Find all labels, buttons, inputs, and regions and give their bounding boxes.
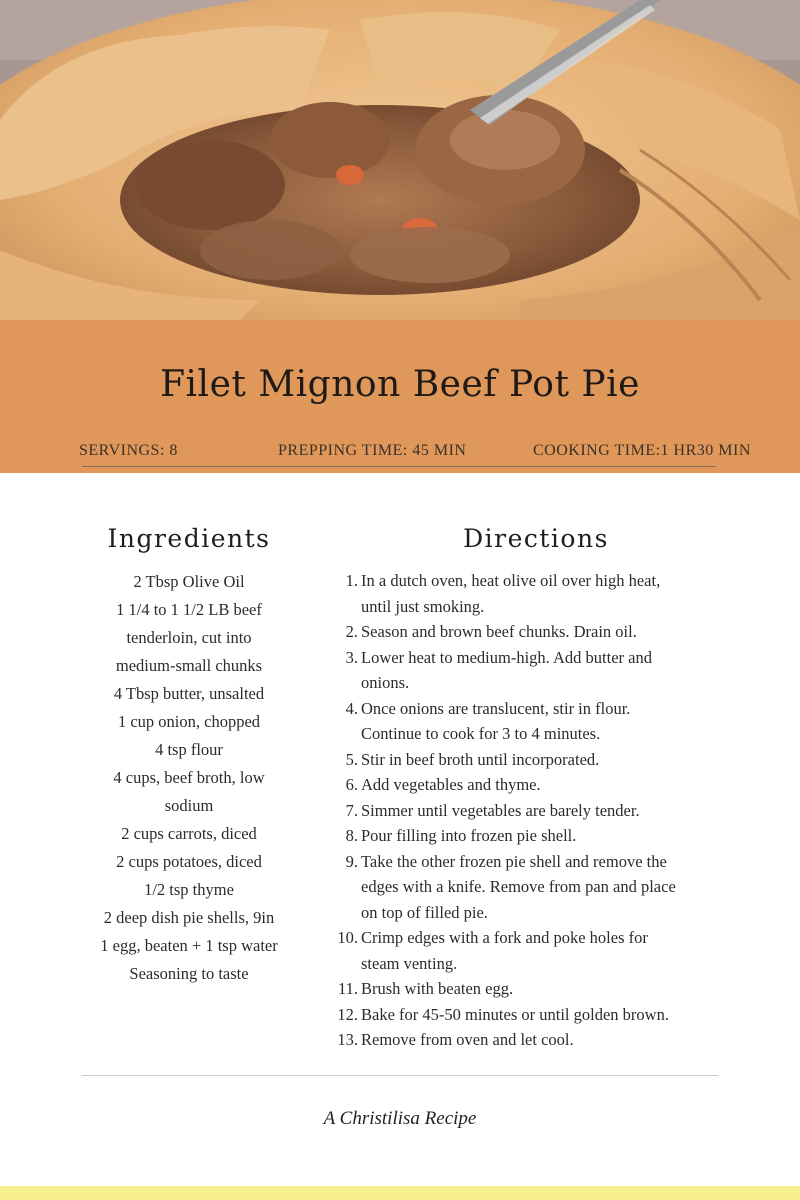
ingredient-line: tenderloin, cut into	[126, 628, 252, 647]
direction-step	[330, 772, 722, 798]
prep-time: PREPPING TIME: 45 MIN	[278, 442, 467, 459]
step-text: until just smoking.	[361, 596, 485, 616]
step-text: Add vegetables and thyme.	[361, 775, 541, 794]
direction-step	[330, 619, 722, 645]
step-text: Lower heat to medium-high. Add butter and	[361, 647, 652, 667]
step-number: 9.	[345, 851, 358, 871]
step-number: 3.	[345, 647, 358, 667]
direction-step	[330, 849, 722, 926]
step-text: Take the other frozen pie shell and remove the	[361, 851, 667, 871]
direction-step	[330, 696, 722, 747]
step-text: edges with a knife. Remove from pan and place	[361, 877, 676, 896]
step-number: 5.	[345, 749, 358, 769]
direction-step	[330, 568, 722, 619]
step-text: onions.	[361, 673, 410, 692]
ingredient-line: 1 1/4 to 1 1/2 LB beef	[116, 600, 262, 619]
ingredient-line: 2 deep dish pie shells, 9in	[103, 908, 275, 927]
ingredients-list	[80, 568, 298, 988]
step-text: steam venting.	[361, 953, 458, 973]
directions-list	[330, 568, 722, 1053]
step-number: 12.	[337, 1004, 358, 1024]
ingredients-heading: Ingredients	[107, 524, 271, 553]
ingredient-line: 4 tsp flour	[155, 740, 223, 759]
direction-step	[330, 823, 722, 849]
step-number: 2.	[345, 622, 358, 641]
step-number: 11.	[337, 979, 358, 998]
ingredient-line: medium-small chunks	[115, 656, 263, 675]
step-number: 6.	[345, 775, 358, 794]
direction-step	[330, 1002, 722, 1028]
pot-pie-image	[0, 0, 800, 320]
directions-heading: Directions	[463, 524, 609, 553]
direction-step	[330, 1027, 722, 1053]
step-number: 7.	[345, 800, 358, 820]
ingredient-line: 1 egg, beaten + 1 tsp water	[100, 936, 278, 955]
step-text: Remove from oven and let cool.	[361, 1030, 574, 1049]
step-text: Crimp edges with a fork and poke holes for	[361, 928, 648, 947]
step-text: Pour filling into frozen pie shell.	[361, 826, 577, 845]
direction-step	[330, 976, 722, 1002]
hero-photo	[0, 0, 800, 320]
ingredient-line: 2 cups carrots, diced	[121, 824, 257, 843]
step-number: 10.	[337, 928, 358, 947]
servings: SERVINGS: 8	[79, 442, 178, 459]
step-text: Brush with beaten egg.	[361, 979, 514, 998]
step-text: Continue to cook for 3 to 4 minutes.	[361, 724, 601, 743]
step-text: Season and brown beef chunks. Drain oil.	[361, 622, 637, 641]
ingredient-line: 4 cups, beef broth, low	[113, 768, 265, 787]
ingredient-line: Seasoning to taste	[129, 964, 249, 983]
step-number: 1.	[345, 571, 358, 590]
direction-step	[330, 925, 722, 976]
footer-divider	[82, 1075, 718, 1076]
ingredient-line: 1/2 tsp thyme	[144, 880, 234, 899]
step-number: 4.	[345, 698, 358, 718]
ingredient-line: 4 Tbsp butter, unsalted	[113, 684, 265, 703]
step-text: In a dutch oven, heat olive oil over high heat,	[361, 571, 661, 590]
ingredient-line: 1 cup onion, chopped	[117, 712, 261, 731]
step-text: Once onions are translucent, stir in flour.	[361, 698, 631, 718]
recipe-credit: A Christilisa Recipe	[323, 1108, 477, 1129]
step-text: Stir in beef broth until incorporated.	[361, 749, 600, 769]
step-text: Bake for 45-50 minutes or until golden brown.	[361, 1004, 669, 1024]
recipe-title: Filet Mignon Beef Pot Pie	[160, 364, 640, 405]
step-number: 13.	[337, 1030, 358, 1049]
ingredient-line: sodium	[164, 796, 214, 815]
bottom-accent-bar	[0, 1186, 800, 1200]
step-text: on top of filled pie.	[361, 902, 488, 922]
meta-divider	[82, 466, 716, 467]
ingredient-line: 2 Tbsp Olive Oil	[133, 572, 245, 591]
step-number: 8.	[345, 826, 358, 845]
direction-step	[330, 645, 722, 696]
ingredient-line: 2 cups potatoes, diced	[116, 852, 262, 871]
recipe-header-banner	[0, 320, 800, 473]
step-text: Simmer until vegetables are barely tender.	[361, 800, 640, 820]
direction-step	[330, 798, 722, 824]
direction-step	[330, 747, 722, 773]
cook-time: COOKING TIME:1 HR30 MIN	[533, 442, 751, 459]
